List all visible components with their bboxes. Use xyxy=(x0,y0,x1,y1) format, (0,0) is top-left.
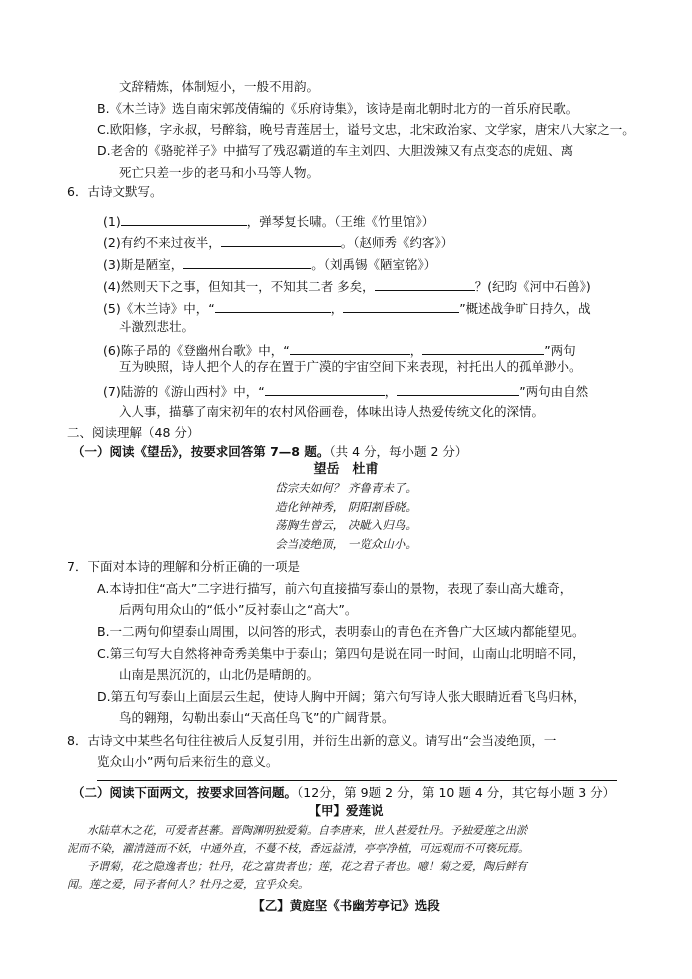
q6-item1-post: ，弹琴复长啸。（王维《竹里馆》） xyxy=(246,214,435,229)
part1-note: （共 4 分，每小题 2 分） xyxy=(329,444,468,459)
q6-item5-post: ”概述战争旷日持久，战 xyxy=(459,301,591,316)
q6-item4-pre: (4)然则天下之事，但知其一，不知其二者 多矣， xyxy=(103,279,375,294)
q5-option-d-line1: D.老舍的《骆驼祥子》中描写了残忍霸道的车主刘四、大胆泼辣又有点变态的虎妞、离 xyxy=(97,143,574,158)
q6-item6-line2: 互为映照，诗人把个人的存在置于广漠的宇宙空间下来表现，衬托出人的孤单渺小。 xyxy=(119,359,582,374)
passage-jia-title: 【甲】爱莲说 xyxy=(308,803,384,818)
q6-item5-pre: (5)《木兰诗》中，“ xyxy=(103,301,215,316)
passage-jia-line: 泥而不染，濯清涟而不妖，中通外直，不蔓不枝，香远益清，亭亭净植，可远观而不可亵玩焉。 xyxy=(67,842,529,855)
q8-stem-line1: 8．古诗文中某些名句往往被后人反复引用，并衍生出新的意义。请写出“会当凌绝顶，一 xyxy=(67,733,557,748)
q7-option-c-line1: C.第三句写大自然将神奇秀美集中于泰山；第四句是说在同一时间，山南山北明暗不同， xyxy=(97,646,585,661)
q6-item-1 xyxy=(103,213,434,231)
part2-heading xyxy=(72,784,615,802)
answer-blank[interactable] xyxy=(343,300,459,313)
q6-item7-pre: (7)陆游的《游山西村》中，“ xyxy=(103,384,265,399)
answer-line[interactable] xyxy=(97,780,617,781)
q5-option-a-tail: 文辞精炼，体制短小，一般不用韵。 xyxy=(119,79,320,94)
q6-item6-post: ”两句 xyxy=(544,343,576,358)
q6-item7-mid: ， xyxy=(384,384,398,399)
q6-item5-mid: ， xyxy=(330,301,344,316)
passage-jia-line: 予谓菊，花之隐逸者也；牡丹，花之富贵者也；莲，花之君子者也。噫！菊之爱，陶后鲜有 xyxy=(87,860,527,873)
q6-item-7 xyxy=(103,383,588,401)
poem-line: 岱宗夫如何？ 齐鲁青未了。 xyxy=(275,481,417,495)
q6-item6-pre: (6)陈子昂的《登幽州台歌》中，“ xyxy=(103,343,290,358)
q6-item1-pre: (1) xyxy=(103,214,121,229)
q7-option-d-line2: 鸟的翱翔，勾勒出泰山“天高任鸟飞”的广阔背景。 xyxy=(119,710,395,725)
q6-item6-mid: ， xyxy=(409,343,423,358)
passage-jia-line: 水陆草木之花，可爱者甚蕃。晋陶渊明独爱菊。自李唐来，世人甚爱牡丹。予独爱莲之出淤 xyxy=(87,824,527,837)
part2-title: （二）阅读下面两文，按要求回答问题。 xyxy=(72,785,298,800)
q6-item5-line2: 斗激烈悲壮。 xyxy=(119,319,195,334)
answer-blank[interactable] xyxy=(183,256,311,269)
poem-line: 造化钟神秀， 阴阳割昏晓。 xyxy=(275,500,417,514)
q7-stem: 7．下面对本诗的理解和分析正确的一项是 xyxy=(67,559,300,574)
q8-stem-line2: 览众山小”两句后来衍生的意义。 xyxy=(97,754,279,769)
poem-line: 荡胸生曾云， 决眦入归鸟。 xyxy=(275,518,417,532)
answer-blank[interactable] xyxy=(221,234,341,247)
q6-item7-line2: 入人事，描摹了南宋初年的农村风俗画卷，体味出诗人热爱传统文化的深情。 xyxy=(119,404,545,419)
answer-blank[interactable] xyxy=(265,383,385,396)
q5-option-d-line2: 死亡只差一步的老马和小马等人物。 xyxy=(119,165,320,180)
q6-item2-pre: (2)有约不来过夜半， xyxy=(103,235,221,250)
q6-item-3 xyxy=(103,256,436,274)
q7-option-b: B.一二两句仰望泰山周围，以问答的形式，表明泰山的青色在齐鲁广大区域内都能望见。 xyxy=(97,624,585,639)
q5-option-c: C.欧阳修，字永叔，号醉翁，晚号青莲居士，谥号文忠，北宋政治家、文学家，唐宋八大家之一。 xyxy=(97,122,635,137)
q6-item4-post: ？(纪昀《河中石兽》) xyxy=(474,279,591,294)
answer-blank[interactable] xyxy=(397,383,519,396)
part2-note: （12分，第 9题 2 分，第 10 题 4 分，其它每小题 3 分） xyxy=(297,785,616,800)
q6-item7-post: ”两句由自然 xyxy=(519,384,589,399)
section2-title: 二、阅读理解（48 分） xyxy=(67,425,200,440)
q5-option-b: B.《木兰诗》选自南宋郭茂倩编的《乐府诗集》，该诗是南北朝时北方的一首乐府民歌。 xyxy=(97,101,579,116)
answer-blank[interactable] xyxy=(375,278,475,291)
q6-item-5 xyxy=(103,300,591,318)
answer-blank[interactable] xyxy=(215,300,331,313)
poem-line: 会当凌绝顶， 一览众山小。 xyxy=(275,537,417,551)
answer-blank[interactable] xyxy=(121,213,247,226)
q6-item-2 xyxy=(103,234,453,252)
q7-option-a-line2: 后两句用众山的“低小”反衬泰山之“高大”。 xyxy=(119,602,358,617)
part1-heading xyxy=(72,443,467,461)
q7-option-c-line2: 山南是黑沉沉的，山北仍是晴朗的。 xyxy=(119,667,320,682)
q6-title: 6．古诗文默写。 xyxy=(67,184,163,199)
passage-jia-line: 闻。莲之爱，同予者何人？牡丹之爱，宜乎众矣。 xyxy=(67,878,309,891)
q6-item3-post: 。（刘禹锡《陋室铭》） xyxy=(311,257,437,272)
q6-item2-post: 。（赵师秀《约客》） xyxy=(340,235,454,250)
answer-blank[interactable] xyxy=(422,342,544,355)
passage-yi-title: 【乙】黄庭坚《书幽芳亭记》选段 xyxy=(252,898,440,913)
q6-item3-pre: (3)斯是陋室， xyxy=(103,257,184,272)
part1-title: （一）阅读《望岳》，按要求回答第 7—8 题。 xyxy=(72,444,330,459)
q6-item-4 xyxy=(103,278,591,296)
q7-option-a-line1: A.本诗扣住“高大”二字进行描写，前六句直接描写泰山的景物，表现了泰山高大雄奇， xyxy=(97,581,573,596)
poem-title: 望岳 杜甫 xyxy=(313,462,379,477)
answer-blank[interactable] xyxy=(290,342,410,355)
q7-option-d-line1: D.第五句写泰山上面层云生起，使诗人胸中开阔；第六句写诗人张大眼睛近看飞鸟归林， xyxy=(97,689,586,704)
